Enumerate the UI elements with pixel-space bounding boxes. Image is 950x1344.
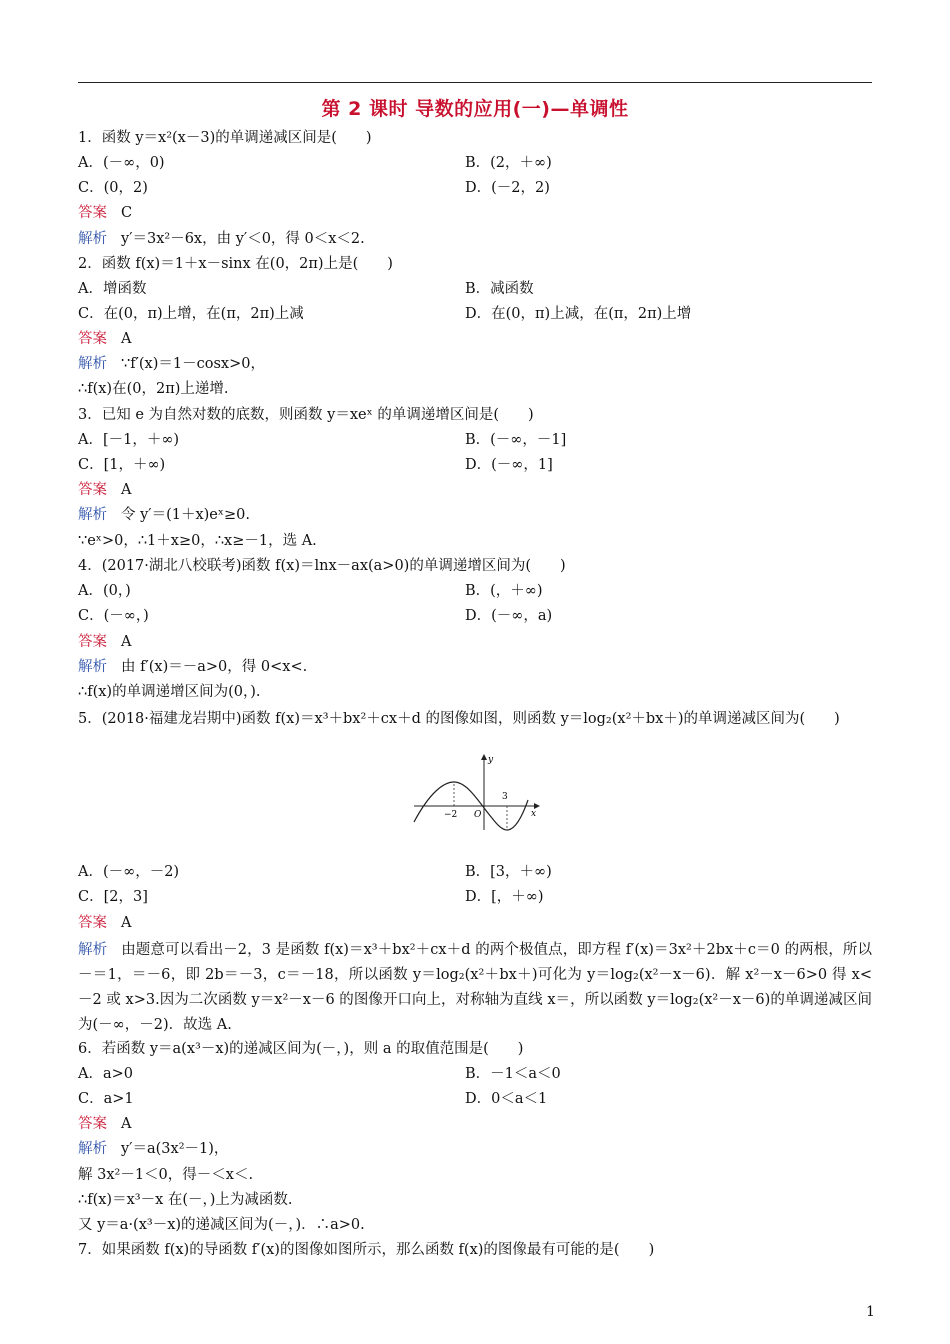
q5-option-d: D．[，＋∞) [465,889,544,905]
q1-answer: 答案 C [78,205,133,221]
y-axis-label: y [488,755,494,765]
y-axis-arrow [481,754,487,760]
tick-label-neg2: −2 [444,810,458,820]
q3-answer: 答案 A [78,482,132,498]
origin-label: O [474,810,482,820]
question-1: 1．函数 y＝x²(x－3)的单调递减区间是( ) [78,130,372,146]
cubic-graph [410,752,540,832]
question-7: 7．如果函数 f(x)的导函数 f′(x)的图像如图所示，那么函数 f(x)的图像最有可能的是( ) [78,1242,655,1258]
q6-option-b: B．－1＜a＜0 [465,1066,561,1082]
q2-option-a: A．增函数 [78,281,147,297]
q5-analysis: 解析 由题意可以看出－2，3 是函数 f(x)＝x³＋bx²＋cx＋d 的两个极值点，即方程 f′(x)＝3x²＋2bx＋c＝0 的两根，所以－＝1，＝－6，即 2b＝－3，c＝－18，所以函数 y＝log₂(x²＋bx＋)可化为 y＝log₂(x²－x－6)．解 x²－x－6>0 得 x<－2 或 x>3.因为二次函数 y＝x²－x－6 的图像开口向上，对称轴为直线 x＝，所以函数 y＝log₂(x²－x－6)的单调递减区间为(－∞，－2)．故选 A. [78,942,873,1033]
q6-analysis-3: ∴f(x)＝x³－x 在(－，)上为减函数. [78,1192,293,1208]
question-6: 6．若函数 y＝a(x³－x)的递减区间为(－，)，则 a 的取值范围是( ) [78,1041,524,1057]
q3-option-d: D．(－∞，1] [465,457,553,473]
q5-option-a: A．(－∞，－2) [78,864,180,880]
q4-answer: 答案 A [78,634,132,650]
q1-option-d: D．(－2，2) [465,180,550,196]
answer-label: 答案 [78,205,107,221]
q1-option-c: C．(0，2) [78,180,148,196]
q5-answer: 答案 A [78,915,132,931]
header-rule [78,82,872,83]
analysis-label: 解析 [78,231,107,247]
q6-analysis: 解析 y′＝a(3x²－1)， [78,1141,229,1157]
q2-analysis-2: ∴f(x)在(0，2π)上递增. [78,381,229,397]
q2-analysis: 解析 ∵f′(x)＝1－cosx>0， [78,356,265,372]
q5-option-c: C．[2，3] [78,889,148,905]
question-2: 2．函数 f(x)＝1＋x－sinx 在(0，2π)上是( ) [78,256,393,272]
q1-analysis: 解析 y′＝3x²－6x，由 y′＜0，得 0＜x＜2. [78,231,365,247]
q1-option-b: B．(2，＋∞) [465,155,552,171]
question-4: 4．(2017·湖北八校联考)函数 f(x)＝lnx－ax(a>0)的单调递增区间为( ) [78,558,566,574]
q2-answer: 答案 A [78,331,132,347]
q6-option-d: D．0＜a＜1 [465,1091,548,1107]
q6-analysis-4: 又 y＝a·(x³－x)的递减区间为(－，)．∴a>0. [78,1217,365,1233]
q2-option-b: B．减函数 [465,281,534,297]
q3-option-a: A．[－1，＋∞) [78,432,180,448]
q3-analysis-2: ∵eˣ>0，∴1＋x≥0，∴x≥－1，选 A. [78,533,317,549]
q6-answer: 答案 A [78,1116,132,1132]
q4-analysis-2: ∴f(x)的单调递增区间为(0，). [78,684,261,700]
q6-option-a: A．a>0 [78,1066,133,1082]
page-number: 1 [866,1304,875,1320]
q4-option-a: A．(0，) [78,583,131,599]
q4-option-d: D．(－∞，a) [465,608,553,624]
q2-option-c: C．在(0，π)上增，在(π，2π)上减 [78,306,304,322]
q5-option-b: B．[3，＋∞) [465,864,552,880]
q6-analysis-2: 解 3x²－1＜0，得－＜x＜. [78,1167,254,1183]
q3-analysis: 解析 令 y′＝(1＋x)eˣ≥0. [78,507,251,523]
q4-option-c: C．(－∞，) [78,608,149,624]
q3-option-c: C．[1，＋∞) [78,457,166,473]
question-3: 3．已知 e 为自然对数的底数，则函数 y＝xeˣ 的单调递增区间是( ) [78,407,534,423]
q3-option-b: B．(－∞，－1] [465,432,567,448]
q4-analysis: 解析 由 f′(x)＝－a>0，得 0<x<. [78,659,308,675]
tick-label-3: 3 [502,792,508,802]
q6-option-c: C．a>1 [78,1091,134,1107]
question-5: 5．(2018·福建龙岩期中)函数 f(x)＝x³＋bx²＋cx＋d 的图像如图，则函数 y＝log₂(x²＋bx＋)的单调递减区间为( ) [78,711,840,727]
q1-option-a: A．(－∞，0) [78,155,165,171]
page-title: 第 2 课时 导数的应用(一)—单调性 [321,98,629,120]
q2-option-d: D．在(0，π)上减，在(π，2π)上增 [465,306,692,322]
q4-option-b: B．(，＋∞) [465,583,543,599]
x-axis-label: x [531,809,537,819]
